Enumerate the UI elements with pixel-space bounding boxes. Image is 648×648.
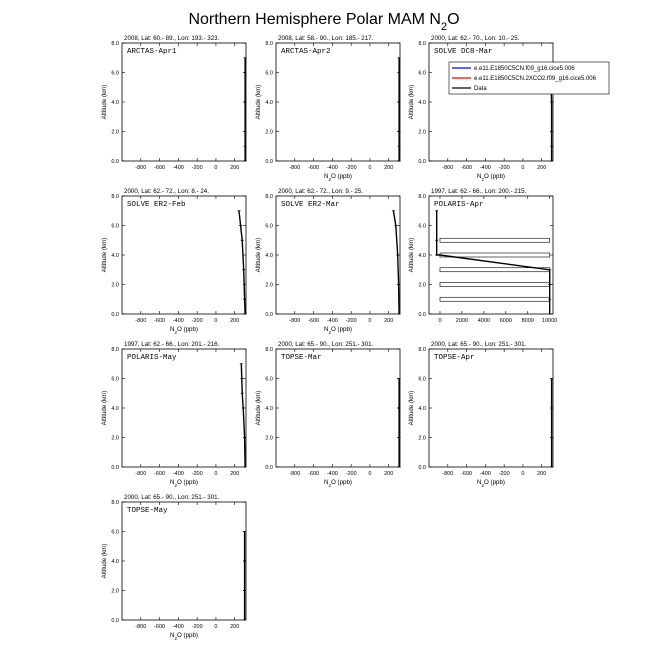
panel-1 — [101, 35, 247, 171]
panel-header: 2000, Lat: 65.- 90., Lon: 251.- 301. — [124, 494, 220, 501]
range-bar — [440, 268, 550, 272]
x-tick-label: 200 — [384, 318, 394, 324]
y-axis-label: Altitude (km) — [101, 237, 108, 273]
x-axis-label-tail: O (ppb) — [177, 326, 198, 333]
x-axis-label-main: N — [170, 326, 175, 333]
figure-title-sub: 2 — [440, 21, 448, 33]
x-tick-label: -800 — [289, 318, 301, 324]
y-tick-label: 4.0 — [111, 100, 119, 106]
x-tick-label: 6000 — [499, 318, 512, 324]
y-tick-label: 4.0 — [265, 406, 273, 412]
x-tick-label: -200 — [191, 318, 203, 324]
y-axis-label: Altitude (km) — [255, 237, 262, 273]
x-axis-label-tail: O (ppb) — [331, 326, 352, 333]
x-axis-label — [170, 632, 198, 641]
x-tick-label: 200 — [537, 165, 547, 171]
campaign-label: SOLVE ER2-Mar — [281, 201, 340, 209]
x-tick-label: -600 — [154, 471, 166, 477]
x-axis-label-sub: 2 — [174, 482, 177, 488]
y-tick-label: 0.0 — [265, 465, 273, 471]
y-tick-label: 4.0 — [265, 253, 273, 259]
campaign-label: SOLVE DC8-Mar — [434, 48, 493, 56]
panel-header: 2000, Lat: 62.- 70., Lon: 10.- 25. — [431, 35, 520, 42]
legend-entry: e.e11.E1850C5CN.2XCO2.f09_g16.cice5.006 — [474, 76, 596, 82]
y-tick-label: 0.0 — [111, 465, 119, 471]
panel-header: 2000, Lat: 65.- 90., Lon: 251.- 301. — [431, 341, 527, 348]
x-axis-label-sub: 2 — [174, 635, 177, 641]
y-tick-label: 4.0 — [418, 100, 426, 106]
y-tick-label: 4.0 — [111, 559, 119, 565]
x-tick-label: -200 — [191, 165, 203, 171]
x-tick-label: 0 — [438, 318, 442, 324]
x-axis-label-sub: 2 — [328, 329, 331, 335]
x-tick-label: -600 — [308, 165, 320, 171]
y-tick-label: 4.0 — [111, 406, 119, 412]
campaign-label: TOPSE-Mar — [281, 354, 322, 362]
x-tick-label: 0 — [521, 471, 525, 477]
x-tick-label: 200 — [384, 471, 394, 477]
panel-header: 1997, Lat: 62.- 66., Lon: 200.- 215. — [431, 188, 527, 195]
panel-header: 2000, Lat: 65.- 90., Lon: 251.- 301. — [278, 341, 374, 348]
y-tick-label: 2.0 — [111, 129, 119, 136]
x-axis-label-tail: O (ppb) — [484, 173, 505, 180]
y-tick-label: 4.0 — [418, 406, 426, 412]
y-tick-label: 0.0 — [418, 159, 426, 165]
y-tick-label: 6.0 — [111, 70, 119, 77]
y-tick-label: 6.0 — [265, 376, 273, 383]
x-tick-label: -400 — [479, 165, 491, 171]
x-tick-label: -200 — [345, 471, 357, 477]
y-tick-label: 6.0 — [265, 223, 273, 230]
x-tick-label: 8000 — [521, 318, 534, 324]
x-axis-label-main: N — [324, 326, 329, 333]
y-tick-label: 4.0 — [265, 100, 273, 106]
x-tick-label: -200 — [498, 471, 510, 477]
x-axis-label — [324, 173, 352, 182]
x-tick-label: -800 — [289, 471, 301, 477]
x-tick-label: -400 — [326, 318, 338, 324]
x-axis-label — [170, 326, 198, 335]
y-tick-label: 8.0 — [418, 41, 426, 47]
series-line — [239, 211, 245, 314]
y-tick-label: 2.0 — [265, 282, 273, 289]
x-tick-label: 0 — [214, 624, 218, 630]
x-axis-label-main: N — [170, 632, 175, 639]
y-axis-label: Altitude (km) — [408, 84, 415, 120]
figure-title-main: Northern Hemisphere Polar MAM N — [188, 11, 441, 28]
y-tick-label: 0.0 — [265, 312, 273, 318]
x-tick-label: 0 — [521, 165, 525, 171]
y-tick-label: 8.0 — [111, 41, 119, 47]
x-tick-label: -400 — [172, 471, 184, 477]
x-axis-label-main: N — [324, 479, 329, 486]
x-axis-label — [324, 326, 352, 335]
x-tick-label: 200 — [384, 165, 394, 171]
y-axis-label: Altitude (km) — [408, 237, 415, 273]
series-line — [241, 364, 245, 467]
panel-10 — [101, 494, 246, 641]
y-tick-label: 6.0 — [111, 223, 119, 230]
x-tick-label: -400 — [172, 165, 184, 171]
panel-header: 2008, Lat: 58.- 90., Lon: 185.- 217. — [278, 35, 374, 42]
plot-frame — [122, 502, 246, 620]
x-tick-label: -800 — [135, 165, 147, 171]
y-tick-label: 0.0 — [418, 465, 426, 471]
campaign-label: POLARIS-Apr — [434, 201, 484, 209]
x-tick-label: 200 — [230, 165, 240, 171]
x-tick-label: 10000 — [542, 318, 558, 324]
x-tick-label: -200 — [498, 165, 510, 171]
x-tick-label: 2000 — [455, 318, 469, 324]
x-axis-label-tail: O (ppb) — [331, 173, 352, 180]
y-tick-label: 8.0 — [111, 194, 119, 200]
plot-frame — [122, 43, 246, 161]
x-axis-label-tail: O (ppb) — [177, 479, 198, 486]
x-tick-label: -400 — [479, 471, 491, 477]
y-tick-label: 6.0 — [418, 376, 426, 383]
panel-9 — [408, 341, 553, 488]
legend-entry: e.e11.E1850C5CN.f09_g16.cice5.006 — [474, 66, 575, 72]
y-tick-label: 8.0 — [111, 347, 119, 353]
y-tick-label: 2.0 — [418, 129, 426, 136]
y-axis-label: Altitude (km) — [255, 390, 262, 426]
y-tick-label: 2.0 — [265, 435, 273, 442]
x-tick-label: 200 — [230, 624, 240, 630]
x-tick-label: -800 — [442, 471, 454, 477]
panel-3 — [408, 35, 609, 182]
x-tick-label: -600 — [308, 471, 320, 477]
x-axis-label-main: N — [477, 479, 482, 486]
x-axis-label-tail: O (ppb) — [331, 479, 352, 486]
plot-frame — [122, 349, 246, 467]
panel-6 — [408, 188, 557, 324]
x-axis-label-tail: O (ppb) — [177, 632, 198, 639]
x-axis-label — [477, 173, 505, 182]
y-tick-label: 8.0 — [418, 347, 426, 353]
y-tick-label: 8.0 — [265, 194, 273, 200]
y-tick-label: 4.0 — [111, 253, 119, 259]
y-axis-label: Altitude (km) — [408, 390, 415, 426]
series-line — [437, 211, 550, 314]
x-tick-label: -400 — [172, 624, 184, 630]
plot-frame — [276, 196, 400, 314]
y-tick-label: 6.0 — [111, 529, 119, 536]
y-tick-label: 6.0 — [418, 223, 426, 230]
panels — [101, 35, 609, 641]
plot-frame — [276, 43, 400, 161]
x-tick-label: 0 — [368, 318, 372, 324]
campaign-label: TOPSE-Apr — [434, 354, 475, 362]
x-tick-label: -600 — [154, 318, 166, 324]
x-axis-label-sub: 2 — [481, 482, 484, 488]
campaign-label: ARCTAS-Apr1 — [127, 48, 177, 56]
x-tick-label: -800 — [135, 624, 147, 630]
x-tick-label: -600 — [461, 165, 473, 171]
x-axis-label — [324, 479, 352, 488]
x-tick-label: -600 — [154, 165, 166, 171]
range-bar — [440, 283, 550, 287]
x-tick-label: 0 — [368, 471, 372, 477]
x-tick-label: 4000 — [477, 318, 490, 324]
plot-frame — [429, 349, 553, 467]
x-tick-label: -200 — [191, 471, 203, 477]
x-axis-label — [170, 479, 198, 488]
y-tick-label: 2.0 — [111, 435, 119, 442]
x-tick-label: -200 — [191, 624, 203, 630]
y-axis-label: Altitude (km) — [101, 84, 108, 120]
x-axis-label-sub: 2 — [481, 176, 484, 182]
x-tick-label: -200 — [345, 165, 357, 171]
y-tick-label: 8.0 — [111, 500, 119, 506]
x-tick-label: 200 — [230, 471, 240, 477]
y-axis-label: Altitude (km) — [101, 543, 108, 579]
x-tick-label: 0 — [368, 165, 372, 171]
y-tick-label: 2.0 — [265, 129, 273, 136]
y-tick-label: 6.0 — [265, 70, 273, 77]
x-axis-label-sub: 2 — [328, 482, 331, 488]
series-line — [551, 87, 552, 161]
y-tick-label: 0.0 — [111, 159, 119, 165]
y-axis-label: Altitude (km) — [255, 84, 262, 120]
x-tick-label: -800 — [289, 165, 301, 171]
x-axis-label-main: N — [324, 173, 329, 180]
plot-frame — [429, 196, 553, 314]
campaign-label: SOLVE ER2-Feb — [127, 201, 186, 209]
figure-title — [188, 11, 459, 33]
y-tick-label: 4.0 — [418, 253, 426, 259]
y-tick-label: 6.0 — [111, 376, 119, 383]
panel-7 — [101, 341, 247, 488]
x-axis-label-main: N — [477, 173, 482, 180]
y-tick-label: 2.0 — [111, 282, 119, 289]
y-tick-label: 0.0 — [111, 618, 119, 624]
plot-frame — [429, 43, 553, 161]
legend-entry: Data — [474, 86, 487, 92]
y-tick-label: 2.0 — [111, 588, 119, 595]
y-tick-label: 8.0 — [418, 194, 426, 200]
x-tick-label: -200 — [345, 318, 357, 324]
x-tick-label: -600 — [154, 624, 166, 630]
y-tick-label: 6.0 — [418, 70, 426, 77]
x-tick-label: 0 — [214, 471, 218, 477]
panel-header: 2000, Lat: 62.- 72., Lon: 8.- 24. — [124, 188, 209, 195]
y-tick-label: 8.0 — [265, 347, 273, 353]
campaign-label: TOPSE-May — [127, 507, 168, 515]
x-axis-label-sub: 2 — [174, 329, 177, 335]
x-tick-label: -400 — [326, 471, 338, 477]
plot-frame — [122, 196, 246, 314]
panel-8 — [255, 341, 401, 488]
campaign-label: POLARIS-May — [127, 354, 177, 362]
x-tick-label: -400 — [172, 318, 184, 324]
y-tick-label: 0.0 — [265, 159, 273, 165]
series-line — [393, 211, 399, 314]
x-tick-label: -400 — [326, 165, 338, 171]
x-axis-label-sub: 2 — [328, 176, 331, 182]
y-tick-label: 2.0 — [418, 282, 426, 289]
x-tick-label: -600 — [461, 471, 473, 477]
y-tick-label: 0.0 — [111, 312, 119, 318]
panel-2 — [255, 35, 401, 182]
x-tick-label: -800 — [442, 165, 454, 171]
x-tick-label: -600 — [308, 318, 320, 324]
x-tick-label: 0 — [214, 165, 218, 171]
y-tick-label: 2.0 — [418, 435, 426, 442]
legend — [449, 62, 609, 94]
panel-4 — [101, 188, 247, 335]
plot-frame — [276, 349, 400, 467]
range-bar — [440, 253, 550, 257]
range-bar — [440, 297, 550, 301]
panel-header: 2000, Lat: 62.- 72., Lon: 9.- 25. — [278, 188, 363, 195]
x-axis-label — [477, 479, 505, 488]
x-tick-label: 200 — [537, 471, 547, 477]
y-tick-label: 0.0 — [418, 312, 426, 318]
campaign-label: ARCTAS-Apr2 — [281, 48, 331, 56]
x-tick-label: 200 — [230, 318, 240, 324]
y-axis-label: Altitude (km) — [101, 390, 108, 426]
panel-header: 1997, Lat: 62.- 66., Lon: 201.- 216. — [124, 341, 220, 348]
x-tick-label: 0 — [214, 318, 218, 324]
x-axis-label-main: N — [170, 479, 175, 486]
x-tick-label: -800 — [135, 471, 147, 477]
panel-header: 2008, Lat: 60.- 89., Lon: 193.- 323. — [124, 35, 220, 42]
range-bar — [440, 238, 550, 242]
x-tick-label: -800 — [135, 318, 147, 324]
figure-title-tail: O — [447, 11, 460, 28]
x-axis-label-tail: O (ppb) — [484, 479, 505, 486]
panel-5 — [255, 188, 401, 335]
y-tick-label: 8.0 — [265, 41, 273, 47]
